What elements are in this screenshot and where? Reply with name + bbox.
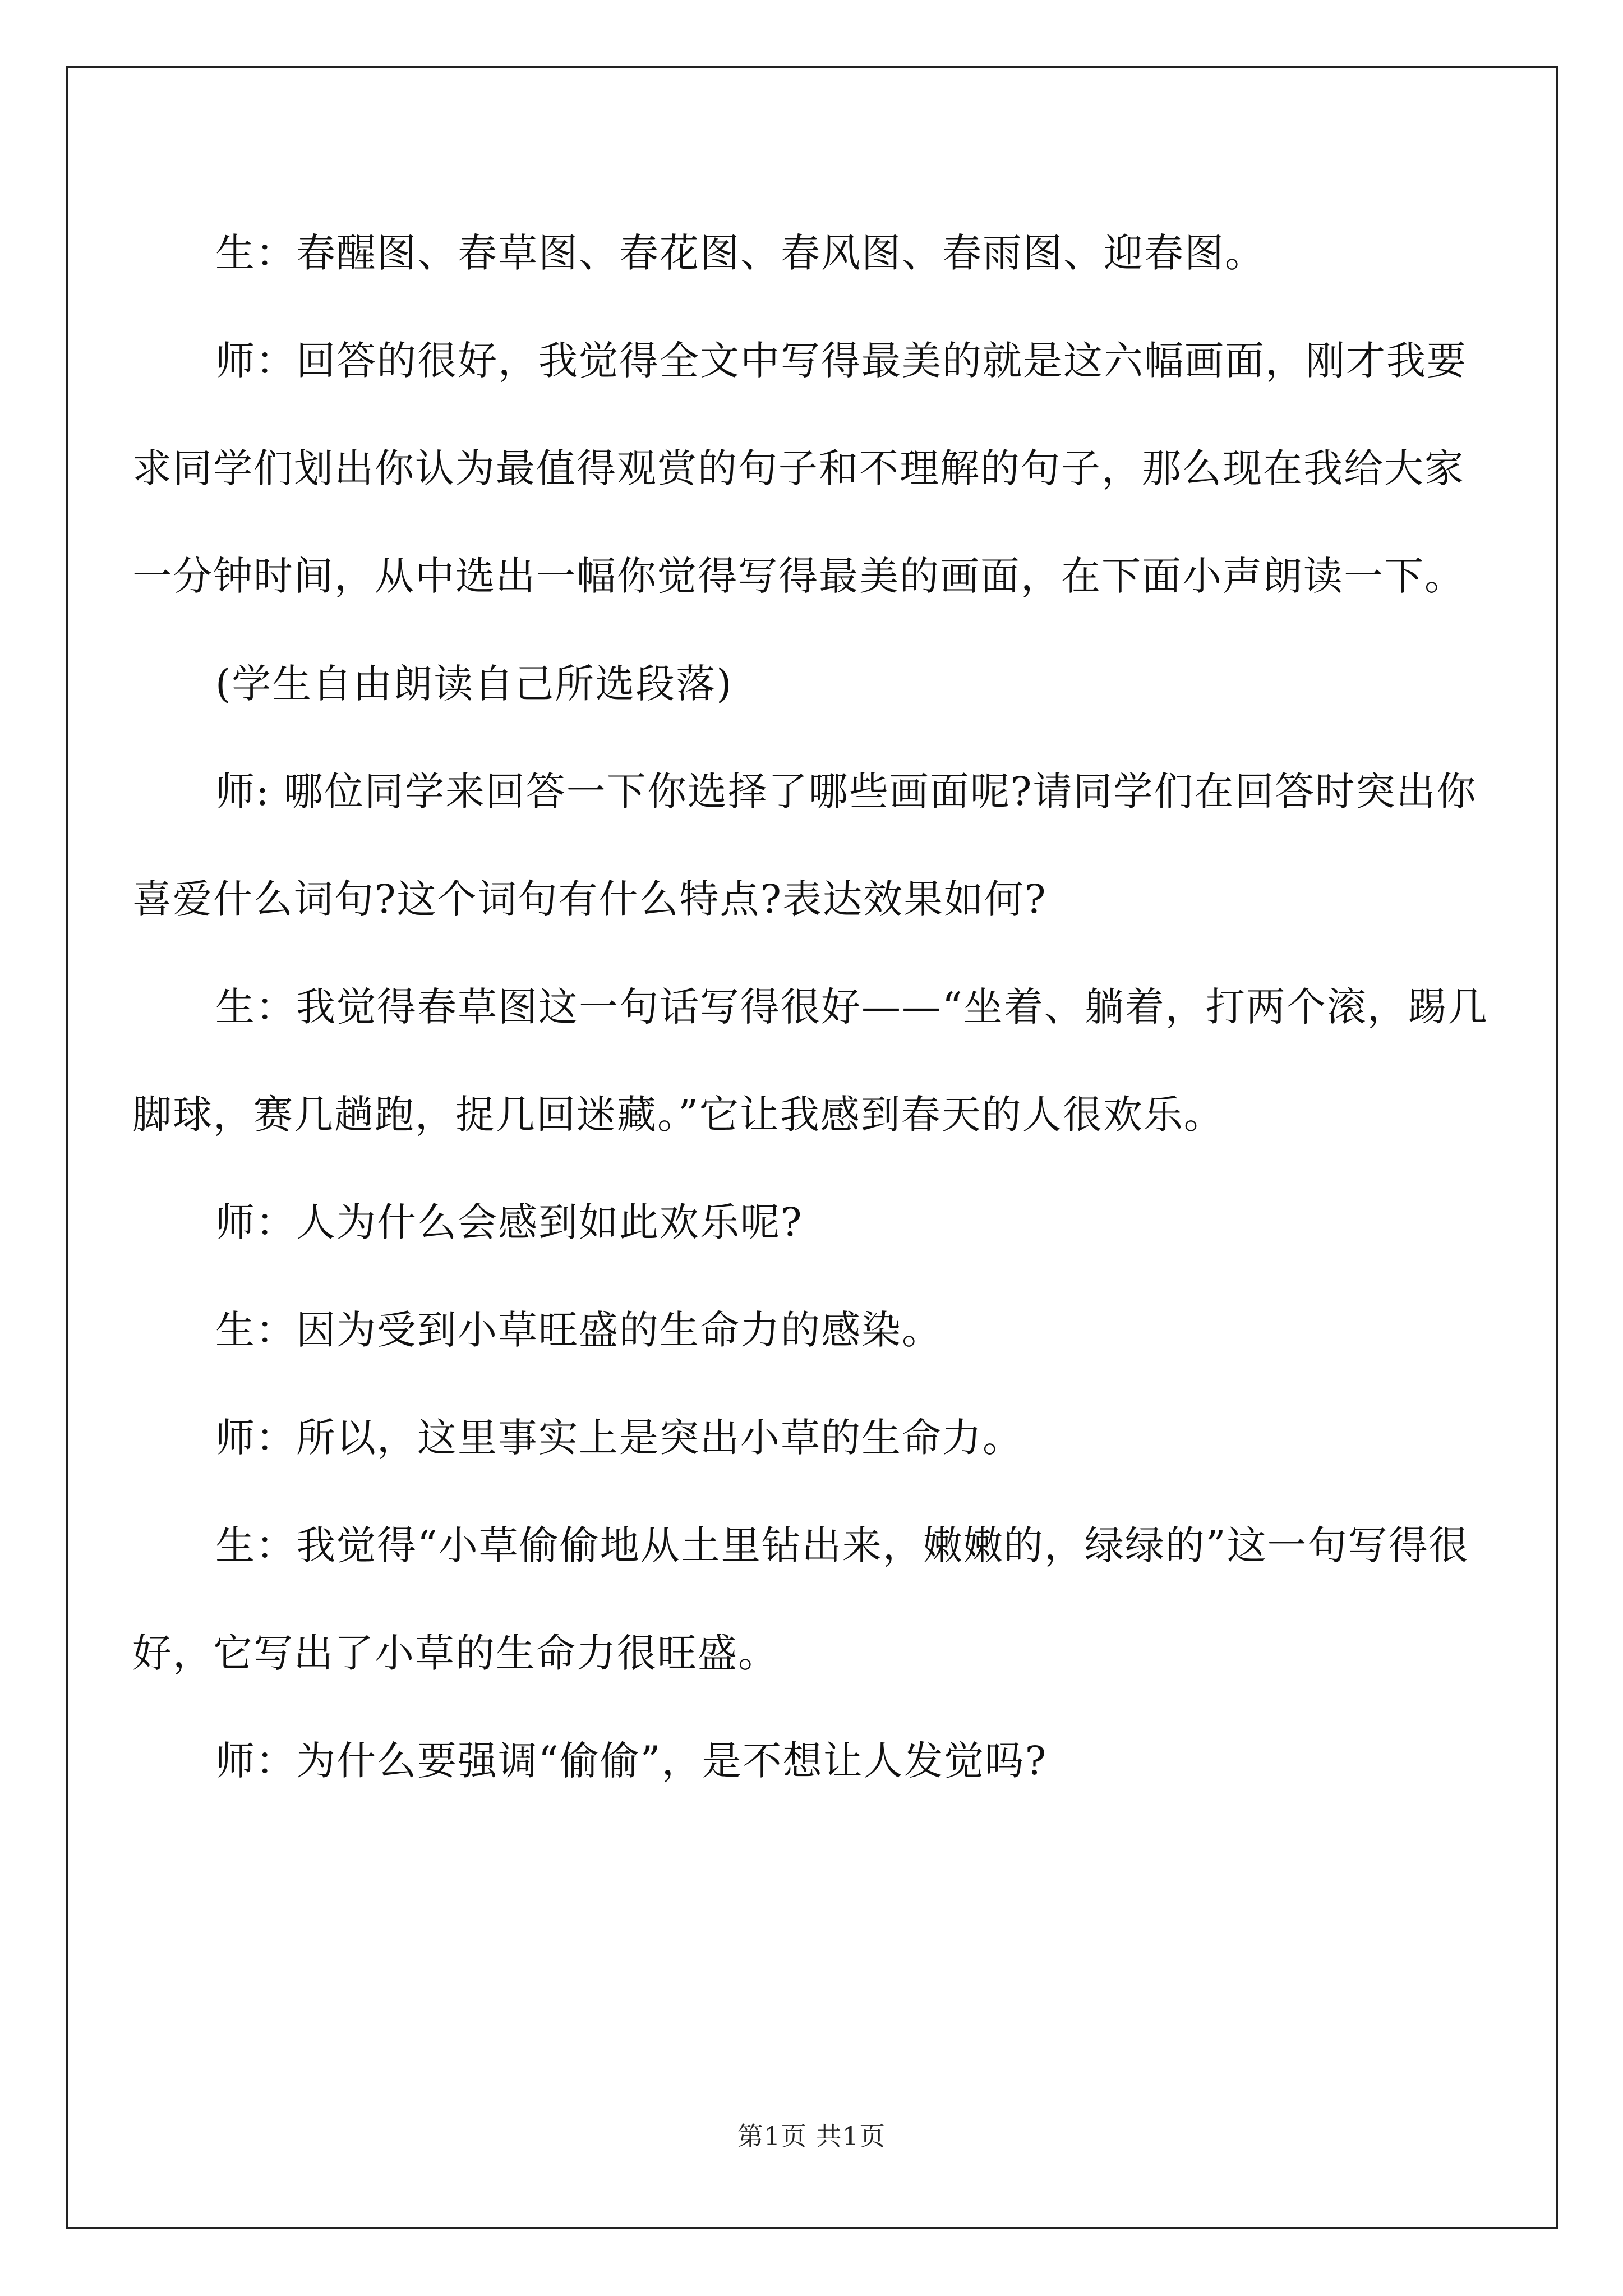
paragraph: 师：所以，这里事实上是突出小草的生命力。: [215, 1415, 1023, 1461]
paragraph: 师：为什么要强调“偷偷”，是不想让人发觉吗?: [215, 1738, 1048, 1784]
paragraph: 生：因为受到小草旺盛的生命力的感染。: [215, 1307, 942, 1353]
paragraph: 师：人为什么会感到如此欢乐呢?: [215, 1199, 803, 1245]
paragraph: 生：我觉得“小草偷偷地从土里钻出来，嫩嫩的，绿绿的”这一句写得很好，它写出了小草的生命力很旺盛。: [132, 1522, 1469, 1676]
paragraph: 师：回答的很好，我觉得全文中写得最美的就是这六幅画面，刚才我要求同学们划出你认为最值得观赏的句子和不理解的句子，那么现在我给大家一分钟时间，从中选出一幅你觉得写得最美的画面，在下面小声朗读一下。: [132, 338, 1467, 599]
document-body: [132, 199, 1491, 1815]
paragraph: 生：我觉得春草图这一句话写得很好——“坐着、躺着，打两个滚，踢几脚球，赛几趟跑，捉几回迷藏。”它让我感到春天的人很欢乐。: [132, 984, 1488, 1138]
page-footer: 第1页 共1页: [737, 2121, 886, 2151]
paragraph: 师: 哪位同学来回答一下你选择了哪些画面呢?请同学们在回答时突出你喜爱什么词句?这个词句有什么特点?表达效果如何?: [132, 769, 1477, 922]
paragraph: (学生自由朗读自己所选段落): [215, 661, 733, 707]
paragraph: 生：春醒图、春草图、春花图、春风图、春雨图、迎春图。: [215, 230, 1265, 276]
